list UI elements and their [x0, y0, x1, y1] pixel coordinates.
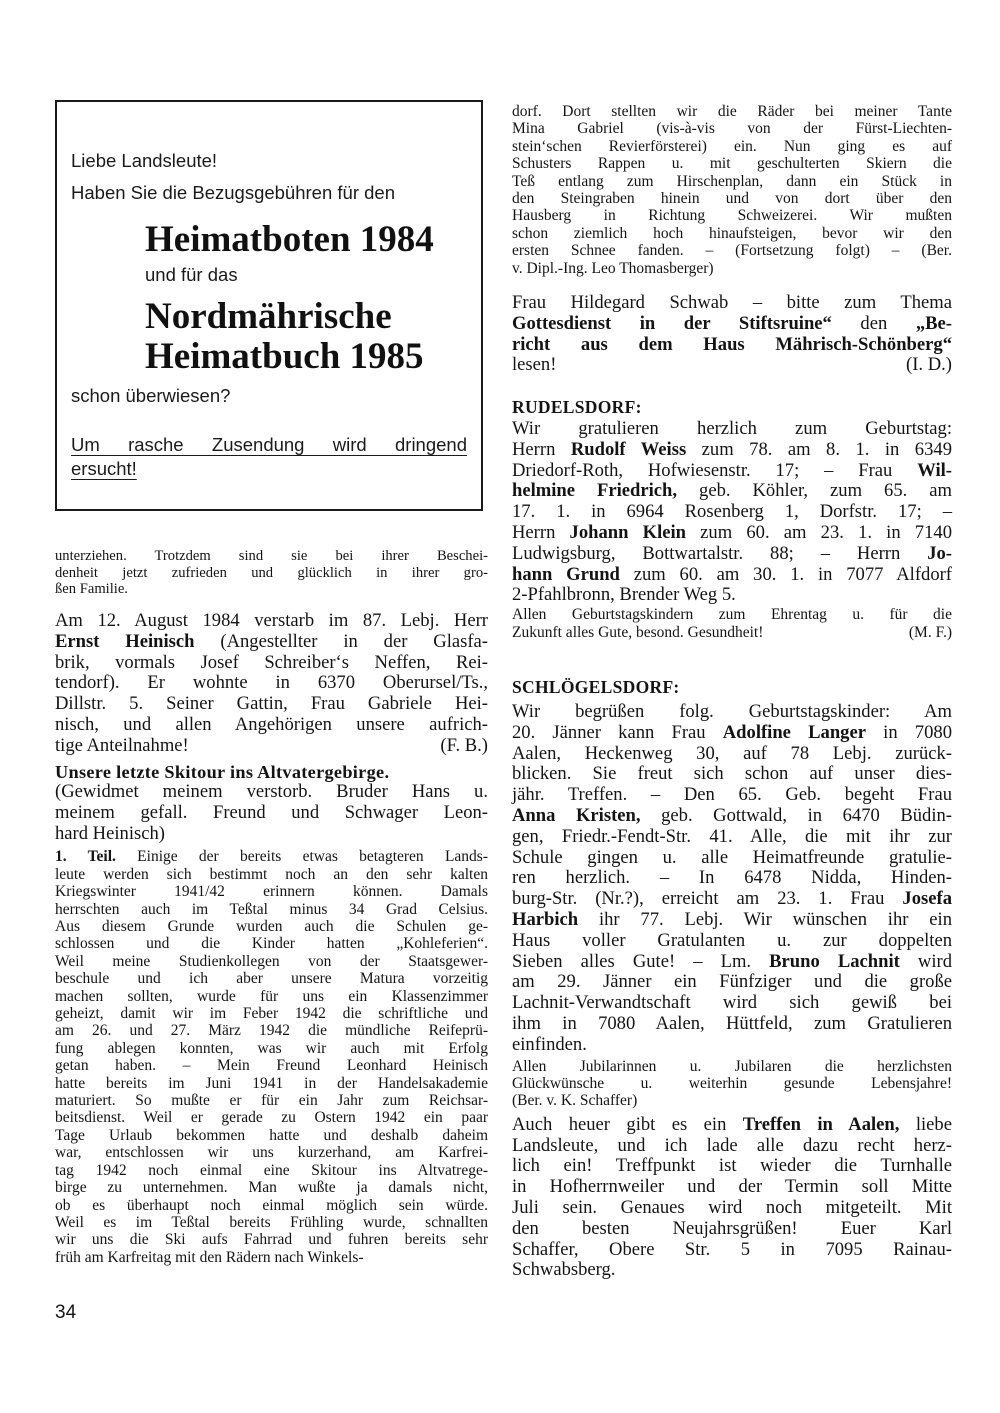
text-span: Auch heuer gibt es ein	[512, 1113, 743, 1135]
text-line: am 26. und 27. März 1942 die mündliche Reifeprü-	[55, 1022, 488, 1040]
text-line	[512, 440, 952, 461]
text-line: Teß entlang zum Hirschenplan, dann ein Stück in	[512, 172, 952, 190]
text-line: ersten Schnee fanden. – (Fortsetzung folgt) – (Ber.	[512, 242, 952, 260]
text-span: zum 60. am 30. 1. in 7077 Alfdorf	[619, 563, 952, 585]
text-line: wir uns die Ski aufs Fahrrad und fuhren bereits sehr	[55, 1231, 488, 1249]
text-line: denheit jetzt zufrieden und glücklich in ihrer gro-	[55, 564, 488, 581]
author-initials: (F. B.)	[440, 734, 488, 756]
text-line: einfinden.	[512, 1033, 587, 1055]
text-span: wird	[899, 950, 952, 972]
text-line: Hausberg in Richtung Schweizerei. Wir mußten	[512, 207, 952, 225]
text-line: ren herzlich. – In 6478 Nidda, Hinden-	[512, 867, 952, 889]
name-bold: hann Grund	[512, 563, 620, 585]
text-line: machen sollten, wurde für uns ein Klassenzimmer	[55, 987, 488, 1005]
text-line: getan haben. – Mein Freund Leonhard Heinisch	[55, 1057, 488, 1075]
text-line	[512, 624, 952, 641]
text-span: (Angestellter in der Glasfa-	[194, 630, 488, 652]
name-bold: Rudolf Weiss	[570, 438, 687, 460]
name-bold: Harbich	[512, 908, 579, 930]
text-line	[55, 632, 488, 653]
text-line	[512, 952, 952, 973]
text-line: den besten Neujahrsgrüßen! Euer Karl	[512, 1217, 952, 1239]
text-line: ob es überhaupt noch einmal möglich sein würde.	[55, 1196, 488, 1214]
text-line: Landsleute, und ich lade alle dazu recht herz-	[512, 1134, 952, 1156]
text-line: tag 1942 noch einmal eine Skitour ins Altvatrege-	[55, 1161, 488, 1179]
text-span: den	[831, 312, 916, 334]
text-span: Einige der bereits etwas betagteren Lands-	[115, 848, 488, 866]
text-line: v. Dipl.-Ing. Leo Thomasberger)	[512, 259, 714, 277]
author-initials: (I. D.)	[906, 354, 952, 376]
name-bold: Anna Kristen,	[512, 804, 641, 826]
text-line: Weil es im Teßtal bereits Frühling wurde, schnallten	[55, 1213, 488, 1231]
text-line: Weil meine Studienkollegen von der Staatsgewer-	[55, 952, 488, 970]
text-line: meinem gefall. Freund und Schwager Leon-	[55, 801, 488, 823]
text-line: ßen Familie.	[55, 581, 128, 598]
name-bold: Wil-	[917, 459, 952, 481]
text-line	[512, 889, 952, 910]
text-line: Juli sein. Genaues wird noch mitgeteilt. Mit	[512, 1196, 952, 1218]
story-body	[55, 848, 488, 1266]
text-line: 17. 1. in 6964 Rosenberg 1, Dorfstr. 17; –	[512, 501, 952, 523]
text-line: schon ziemlich hoch hinaufsteigen, bevor wir den	[512, 224, 952, 242]
family-paragraph	[55, 548, 488, 598]
text-span: geb. Gottwald, in 6470 Büdin-	[640, 804, 953, 826]
text-line	[512, 355, 952, 376]
text-span: burg-Str. (Nr.?), erreicht am 23. 1. Frau	[512, 888, 903, 910]
text-line: war, entschlossen wir uns kurzerhand, am Karfrei-	[55, 1144, 488, 1162]
text-line: (Ber. v. K. Schaffer)	[512, 1092, 638, 1110]
notice-urge-line2: ersucht!	[71, 458, 137, 479]
text-line: unterziehen. Trotzdem sind sie bei ihrer Beschei-	[55, 548, 488, 564]
schloegelsdorf-section	[512, 677, 952, 1281]
text-line: beschule und ich aber unsere Matura vorzeitig	[55, 970, 488, 988]
name-bold: Jo-	[927, 542, 952, 564]
subscription-notice-box	[55, 100, 483, 511]
text-span: tige Anteilnahme!	[55, 734, 189, 756]
text-line: 2-Pfahlbronn, Brender Weg 5.	[512, 584, 736, 606]
text-line: (Gewidmet meinem verstorb. Bruder Hans u.	[55, 781, 488, 802]
text-line	[512, 314, 952, 335]
notice-greeting: Liebe Landsleute!	[71, 150, 218, 171]
section-heading: RUDELSDORF:	[512, 397, 642, 417]
bold-span: richt aus dem Haus Mährisch-Schönberg“	[512, 333, 952, 355]
text-span: Sieben alles Gute! – Lm.	[512, 950, 770, 972]
text-line: hatte bereits im Juni 1941 in der Handelsakademie	[55, 1074, 488, 1092]
text-line	[512, 335, 952, 356]
text-line: Tage Urlaub bekommen hatte und deshalb daheim	[55, 1126, 488, 1144]
text-line: Dillstr. 5. Seiner Gattin, Frau Gabriele Hei-	[55, 693, 488, 715]
text-line: nisch, und allen Angehörigen unsere aufrich-	[55, 713, 488, 735]
text-line: Schaffer, Obere Str. 5 in 7095 Rainau-	[512, 1238, 952, 1260]
text-line: Kriegswinter 1941/42 erinnern können. Damals	[55, 883, 488, 901]
text-span: Herrn	[512, 438, 571, 460]
text-line: Wir begrüßen folg. Geburtstagskinder: Am	[512, 701, 952, 722]
story-continuation	[512, 103, 952, 277]
text-span: lesen!	[512, 354, 557, 376]
name-bold: Johann Klein	[569, 521, 687, 543]
text-line: den Steingraben hinein und von dort über den	[512, 190, 952, 208]
article-title: Unsere letzte Skitour ins Altvatergebirge.	[55, 762, 390, 782]
text-line: lich ein! Treffpunkt ist wieder die Turnhalle	[512, 1155, 952, 1177]
text-line: Schule gingen u. alle Heimatfreunde gratulie-	[512, 846, 952, 868]
bold-span: „Be-	[915, 312, 952, 334]
text-line: Aalen, Heckenweg 30, auf 78 Lebj. zurück-	[512, 742, 952, 764]
skitour-article	[55, 762, 488, 1266]
page-number: 34	[55, 1302, 77, 1323]
text-line: jähr. Treffen. – Den 65. Geb. begeht Frau	[512, 784, 952, 806]
text-line: Glückwünsche u. weiterhin gesunde Lebensjahre!	[512, 1074, 952, 1092]
notice-title-heimatbuch: Heimatbuch 1985	[145, 336, 424, 377]
text-line: ihm in 7080 Aalen, Hüttfeld, zum Gratulieren	[512, 1012, 952, 1034]
text-line	[512, 806, 952, 827]
name-bold: Adolfine Langer	[722, 721, 866, 743]
text-line: Lachnit-Verwandtschaft wird sich gewiß bei	[512, 992, 952, 1014]
text-line: in Hofherrnweiler und der Termin soll Mitte	[512, 1176, 952, 1198]
text-span: Ludwigsburg, Bottwartalstr. 88; – Herrn	[512, 542, 928, 564]
text-span: zum 78. am 8. 1. in 6349	[686, 438, 952, 460]
text-span: geb. Köhler, zum 65. am	[677, 480, 952, 502]
text-line: Haus voller Gratulanten u. zur doppelten	[512, 929, 952, 951]
text-line: Frau Hildegard Schwab – bitte zum Thema	[512, 292, 952, 313]
name-bold: Treffen in Aalen,	[742, 1113, 900, 1135]
text-line: stein‘schen Revierförsterei) ein. Nun ging es auf	[512, 137, 952, 155]
notice-title-nordmaehrische: Nordmährische	[145, 296, 392, 337]
text-line: Am 12. August 1984 verstarb im 87. Lebj. Herr	[55, 610, 488, 631]
notice-title-heimatboten: Heimatboten 1984	[145, 219, 434, 260]
text-line: Wir gratulieren herzlich zum Geburtstag:	[512, 418, 952, 439]
text-line: am 29. Jänner ein Fünfziger und die große	[512, 971, 952, 993]
text-line: hard Heinisch)	[55, 822, 165, 844]
text-line	[512, 910, 952, 931]
text-line	[512, 523, 952, 544]
text-line	[55, 736, 488, 757]
section-heading: SCHLÖGELSDORF:	[512, 677, 680, 697]
name-bold: Josefa	[902, 888, 952, 910]
text-line	[55, 848, 488, 865]
text-span: Herrn	[512, 521, 570, 543]
text-line	[512, 723, 952, 744]
schwab-notice	[512, 293, 952, 376]
text-line: Schwabsberg.	[512, 1259, 616, 1281]
text-span: 20. Jänner kann Frau	[512, 721, 723, 743]
text-line: beitsdienst. Weil er gerade zu Ostern 1942 ein paar	[55, 1109, 488, 1127]
text-line: Allen Jubilarinnen u. Jubilaren die herzlichsten	[512, 1057, 952, 1075]
text-line: maturiert. So mußte er für ein Jahr zum Reichsar-	[55, 1092, 488, 1110]
text-span: zum 60. am 23. 1. in 7140	[686, 521, 952, 543]
text-line	[512, 1115, 952, 1136]
part-label: 1. Teil.	[55, 848, 116, 866]
text-line: geheizt, damit wir im Feber 1942 die schriftliche und	[55, 1005, 488, 1023]
author-initials: (M. F.)	[908, 623, 952, 641]
text-span: Zukunft alles Gute, besond. Gesundheit!	[512, 623, 764, 641]
name-bold: Ernst Heinisch	[55, 630, 195, 652]
notice-question-start: Haben Sie die Bezugsgebühren für den	[71, 182, 395, 203]
name-bold: helmine Friedrich,	[512, 480, 678, 502]
text-line	[512, 544, 952, 565]
text-line: Schusters Rappen u. mit geschulterten Skiern die	[512, 155, 952, 173]
text-line: birge zu unternehmen. Man wußte ja damals nicht,	[55, 1179, 488, 1197]
text-span: liebe	[899, 1113, 952, 1135]
text-line: schlossen und die Kinder hatten „Kohleferien“.	[55, 935, 488, 953]
text-line: Mina Gabriel (vis-à-vis von der Fürst-Liechten-	[512, 120, 952, 138]
text-line: gen, Friedr.-Fendt-Str. 41. Alle, die mit ihr zur	[512, 825, 952, 847]
text-line: blicken. Sie freut sich schon auf unser dies-	[512, 763, 952, 785]
text-span: in 7080	[865, 721, 952, 743]
text-line: herrschten auch im Teßtal minus 34 Grad Celsius.	[55, 900, 488, 918]
obituary-heinisch	[55, 611, 488, 757]
text-line	[512, 461, 952, 482]
text-span: Driedorf-Roth, Hofwiesenstr. 17; – Frau	[512, 459, 918, 481]
notice-urge-line1: Um rasche Zusendung wird dringend	[71, 434, 467, 455]
bold-span: Gottesdienst in der Stiftsruine“	[512, 312, 832, 334]
text-line: Aus diesem Grunde wurden auch die Schulen ge-	[55, 918, 488, 936]
notice-question-end: schon überwiesen?	[71, 385, 231, 406]
notice-and: und für das	[145, 264, 238, 285]
text-line: Allen Geburtstagskindern zum Ehrentag u. für die	[512, 606, 952, 624]
text-line: früh am Karfreitag mit den Rädern nach Winkels-	[55, 1248, 364, 1266]
text-line	[512, 565, 952, 586]
text-line: leute werden sich bestimmt noch an den sehr kalten	[55, 865, 488, 883]
text-line	[512, 481, 952, 502]
rudelsdorf-section	[512, 397, 952, 641]
text-line: brik, vormals Josef Schreiber‘s Neffen, Rei-	[55, 651, 488, 673]
name-bold: Bruno Lachnit	[769, 950, 900, 972]
text-line: fung ablegen konnten, was wir auch mit Erfolg	[55, 1039, 488, 1057]
text-span: ihr 77. Lebj. Wir wünschen ihr ein	[578, 908, 952, 930]
text-line: dorf. Dort stellten wir die Räder bei meiner Tante	[512, 103, 952, 120]
text-line: tendorf). Er wohnte in 6370 Oberursel/Ts.,	[55, 672, 488, 694]
